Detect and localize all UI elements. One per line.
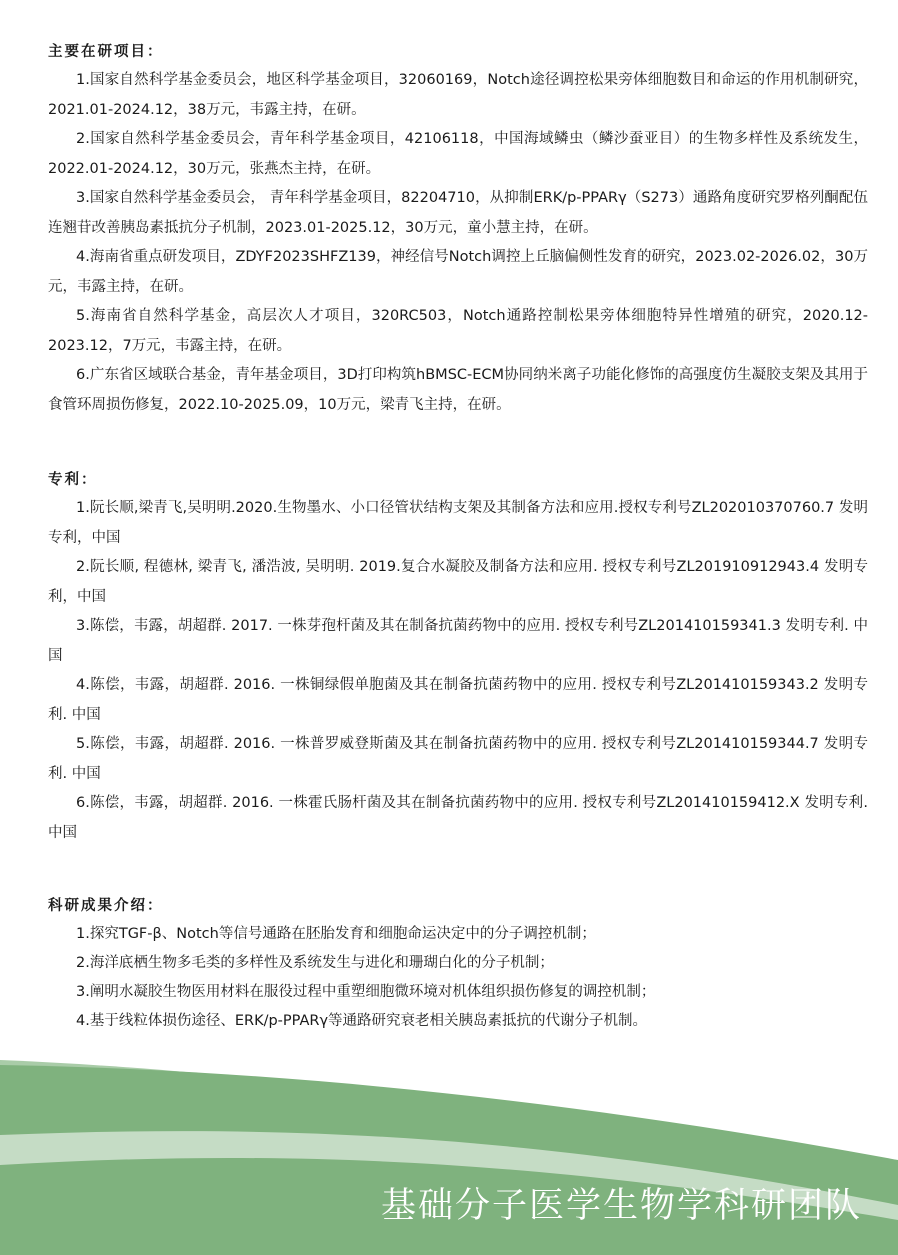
patent-item: 3.陈偿，韦露，胡超群. 2017. 一株芽孢杆菌及其在制备抗菌药物中的应用. 授权专利号ZL201410159341.3 发明专利. 中国	[48, 618, 868, 664]
result-item: 4.基于线粒体损伤途径、ERK/p-PPARγ等通路研究衰老相关胰岛素抵抗的代谢分子机制。	[76, 1013, 648, 1029]
project-item: 5.海南省自然科学基金，高层次人才项目，320RC503，Notch通路控制松果旁体细胞特异性增殖的研究，2020.12-2023.12，7万元，韦露主持，在研。	[48, 308, 868, 354]
project-item: 1.国家自然科学基金委员会，地区科学基金项目，32060169，Notch途径调控松果旁体细胞数目和命运的作用机制研究，2021.01-2024.12，38万元，韦露主持，在研。	[48, 72, 868, 118]
result-item: 1.探究TGF-β、Notch等信号通路在胚胎发育和细胞命运决定中的分子调控机制；	[76, 926, 596, 942]
result-item: 3.阐明水凝胶生物医用材料在服役过程中重塑细胞微环境对机体组织损伤修复的调控机制；	[76, 984, 656, 1000]
projects-section	[48, 38, 868, 420]
patent-item: 5.陈偿，韦露，胡超群. 2016. 一株普罗威登斯菌及其在制备抗菌药物中的应用. 授权专利号ZL201410159344.7 发明专利. 中国	[48, 736, 868, 782]
footer-banner	[0, 1030, 898, 1255]
project-item: 6.广东省区域联合基金，青年基金项目，3D打印构筑hBMSC-ECM协同纳米离子功能化修饰的高强度仿生凝胶支架及其用于食管环周损伤修复，2022.10-2025.09，10万元，梁青飞主持，在研。	[48, 367, 868, 413]
patent-item: 1.阮长顺,梁青飞,吴明明.2020.生物墨水、小口径管状结构支架及其制备方法和应用.授权专利号ZL202010370760.7 发明专利，中国	[48, 500, 868, 546]
patent-item: 2.阮长顺, 程德林, 梁青飞, 潘浩波, 吴明明. 2019.复合水凝胶及制备方法和应用. 授权专利号ZL201910912943.4 发明专利，中国	[48, 559, 868, 605]
results-title: 科研成果介绍：	[48, 898, 164, 914]
document-body	[48, 38, 868, 1036]
projects-title: 主要在研项目：	[48, 44, 164, 60]
project-item: 4.海南省重点研发项目，ZDYF2023SHFZ139，神经信号Notch调控上丘脑偏侧性发育的研究，2023.02-2026.02，30万元，韦露主持，在研。	[48, 249, 868, 295]
result-item: 2.海洋底栖生物多毛类的多样性及系统发生与进化和珊瑚白化的分子机制；	[76, 955, 554, 971]
results-section	[48, 892, 868, 1036]
team-name: 基础分子医学生物学科研团队	[380, 1186, 862, 1226]
project-item: 2.国家自然科学基金委员会，青年科学基金项目，42106118，中国海域鳞虫（鳞沙蚕亚目）的生物多样性及系统发生，2022.01-2024.12，30万元，张燕杰主持，在研。	[48, 131, 868, 177]
patents-title: 专利：	[48, 472, 98, 488]
patent-item: 4.陈偿，韦露，胡超群. 2016. 一株铜绿假单胞菌及其在制备抗菌药物中的应用. 授权专利号ZL201410159343.2 发明专利. 中国	[48, 677, 868, 723]
patent-item: 6.陈偿，韦露，胡超群. 2016. 一株霍氏肠杆菌及其在制备抗菌药物中的应用. 授权专利号ZL201410159412.X 发明专利. 中国	[48, 795, 868, 841]
project-item: 3.国家自然科学基金委员会， 青年科学基金项目，82204710，从抑制ERK/p-PPARγ（S273）通路角度研究罗格列酮配伍连翘苷改善胰岛素抵抗分子机制，2023.01-2025.12，30万元，童小慧主持，在研。	[48, 190, 868, 236]
patents-section	[48, 466, 868, 848]
